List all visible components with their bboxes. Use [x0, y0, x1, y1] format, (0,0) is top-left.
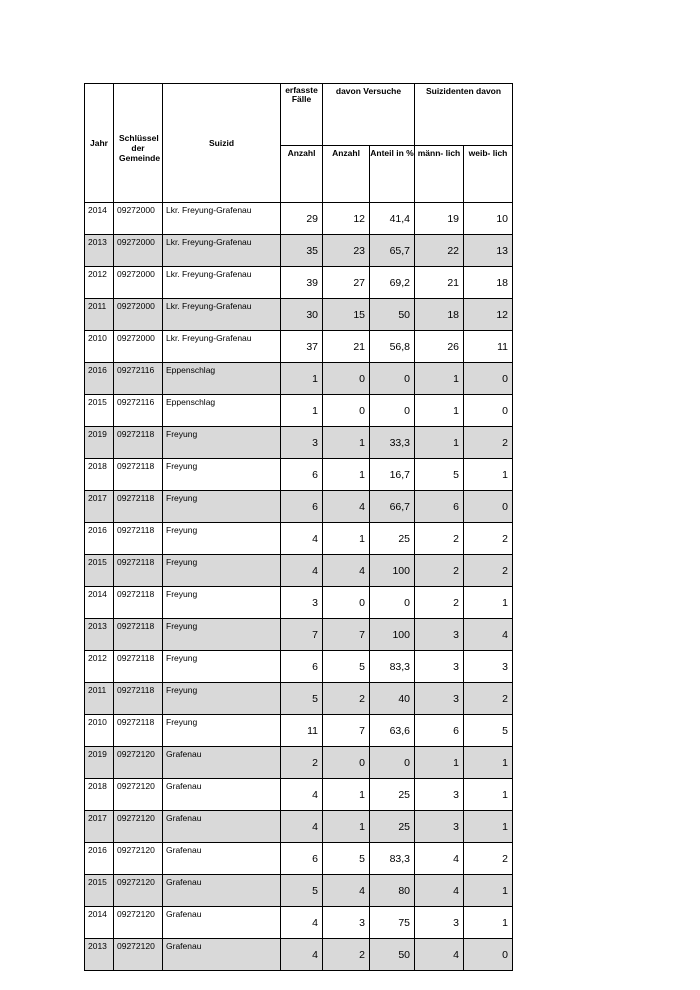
cell-anteil: 25: [370, 779, 415, 811]
cell-weiblich: 1: [464, 875, 513, 907]
cell-gemeinde: Freyung: [163, 619, 281, 651]
cell-gemeinde: Grafenau: [163, 907, 281, 939]
cell-versuche-anzahl: 21: [323, 331, 370, 363]
cell-maennlich: 1: [415, 427, 464, 459]
cell-faelle-anzahl: 6: [281, 459, 323, 491]
header-davon: [323, 84, 415, 146]
table-row: [85, 747, 513, 779]
cell-faelle-anzahl: 7: [281, 619, 323, 651]
table-row: [85, 939, 513, 971]
cell-weiblich: 18: [464, 267, 513, 299]
header-suizidenten-label: Suizidenten: [425, 86, 474, 96]
cell-maennlich: 26: [415, 331, 464, 363]
header-erfasste-faelle: [281, 84, 323, 146]
cell-maennlich: 5: [415, 459, 464, 491]
cell-faelle-anzahl: 30: [281, 299, 323, 331]
table-row: [85, 491, 513, 523]
cell-anteil: 75: [370, 907, 415, 939]
table-row: [85, 779, 513, 811]
cell-schluessel: 09272118: [114, 459, 163, 491]
cell-schluessel: 09272118: [114, 715, 163, 747]
cell-anteil: 63,6: [370, 715, 415, 747]
table-row: [85, 811, 513, 843]
cell-anteil: 100: [370, 555, 415, 587]
table-row: [85, 427, 513, 459]
header-suizid: Suizid: [163, 84, 281, 203]
cell-maennlich: 3: [415, 811, 464, 843]
table-row: [85, 555, 513, 587]
table-row: [85, 875, 513, 907]
cell-maennlich: 1: [415, 363, 464, 395]
header-suizidenten: [415, 84, 513, 146]
cell-schluessel: 09272120: [114, 875, 163, 907]
cell-weiblich: 1: [464, 459, 513, 491]
cell-jahr: 2015: [85, 875, 114, 907]
cell-jahr: 2017: [85, 491, 114, 523]
cell-jahr: 2016: [85, 363, 114, 395]
cell-jahr: 2011: [85, 683, 114, 715]
cell-schluessel: 09272120: [114, 779, 163, 811]
cell-maennlich: 21: [415, 267, 464, 299]
cell-weiblich: 1: [464, 747, 513, 779]
cell-gemeinde: Eppenschlag: [163, 363, 281, 395]
cell-faelle-anzahl: 1: [281, 395, 323, 427]
cell-schluessel: 09272000: [114, 299, 163, 331]
cell-gemeinde: Lkr. Freyung-Grafenau: [163, 331, 281, 363]
header-anteil: [370, 146, 415, 203]
cell-maennlich: 3: [415, 619, 464, 651]
table-row: [85, 459, 513, 491]
cell-jahr: 2014: [85, 587, 114, 619]
cell-jahr: 2013: [85, 939, 114, 971]
cell-maennlich: 4: [415, 875, 464, 907]
cell-weiblich: 1: [464, 587, 513, 619]
cell-maennlich: 18: [415, 299, 464, 331]
cell-gemeinde: Eppenschlag: [163, 395, 281, 427]
cell-jahr: 2014: [85, 907, 114, 939]
cell-schluessel: 09272116: [114, 395, 163, 427]
cell-versuche-anzahl: 1: [323, 459, 370, 491]
cell-weiblich: 12: [464, 299, 513, 331]
cell-gemeinde: Grafenau: [163, 747, 281, 779]
cell-maennlich: 3: [415, 907, 464, 939]
cell-schluessel: 09272118: [114, 619, 163, 651]
cell-faelle-anzahl: 6: [281, 491, 323, 523]
cell-anteil: 16,7: [370, 459, 415, 491]
cell-schluessel: 09272000: [114, 235, 163, 267]
cell-faelle-anzahl: 6: [281, 843, 323, 875]
header-anzahl-faelle: Anzahl: [281, 146, 323, 203]
cell-jahr: 2013: [85, 619, 114, 651]
cell-schluessel: 09272118: [114, 683, 163, 715]
cell-maennlich: 3: [415, 683, 464, 715]
cell-anteil: 0: [370, 395, 415, 427]
cell-weiblich: 11: [464, 331, 513, 363]
cell-anteil: 100: [370, 619, 415, 651]
cell-maennlich: 6: [415, 491, 464, 523]
cell-anteil: 66,7: [370, 491, 415, 523]
table-row: [85, 587, 513, 619]
cell-faelle-anzahl: 39: [281, 267, 323, 299]
cell-weiblich: 2: [464, 843, 513, 875]
cell-anteil: 0: [370, 747, 415, 779]
cell-versuche-anzahl: 23: [323, 235, 370, 267]
cell-gemeinde: Grafenau: [163, 875, 281, 907]
table-row: [85, 363, 513, 395]
cell-jahr: 2013: [85, 235, 114, 267]
cell-schluessel: 09272120: [114, 843, 163, 875]
cell-anteil: 83,3: [370, 651, 415, 683]
cell-gemeinde: Grafenau: [163, 843, 281, 875]
cell-weiblich: 1: [464, 779, 513, 811]
cell-schluessel: 09272000: [114, 331, 163, 363]
cell-gemeinde: Lkr. Freyung-Grafenau: [163, 235, 281, 267]
cell-anteil: 33,3: [370, 427, 415, 459]
cell-versuche-anzahl: 12: [323, 203, 370, 235]
cell-gemeinde: Freyung: [163, 555, 281, 587]
cell-maennlich: 1: [415, 747, 464, 779]
cell-faelle-anzahl: 37: [281, 331, 323, 363]
cell-weiblich: 4: [464, 619, 513, 651]
cell-schluessel: 09272118: [114, 491, 163, 523]
cell-anteil: 65,7: [370, 235, 415, 267]
table-row: [85, 651, 513, 683]
cell-versuche-anzahl: 4: [323, 555, 370, 587]
cell-versuche-anzahl: 7: [323, 619, 370, 651]
cell-weiblich: 0: [464, 491, 513, 523]
header-jahr: Jahr: [85, 84, 114, 203]
cell-gemeinde: Freyung: [163, 523, 281, 555]
cell-jahr: 2014: [85, 203, 114, 235]
cell-anteil: 41,4: [370, 203, 415, 235]
cell-versuche-anzahl: 0: [323, 747, 370, 779]
header-schluessel: [114, 84, 163, 203]
cell-anteil: 40: [370, 683, 415, 715]
cell-jahr: 2016: [85, 843, 114, 875]
cell-jahr: 2010: [85, 331, 114, 363]
cell-weiblich: 2: [464, 555, 513, 587]
cell-jahr: 2012: [85, 651, 114, 683]
table-row: [85, 843, 513, 875]
cell-gemeinde: Freyung: [163, 715, 281, 747]
cell-weiblich: 5: [464, 715, 513, 747]
cell-versuche-anzahl: 7: [323, 715, 370, 747]
cell-faelle-anzahl: 3: [281, 427, 323, 459]
cell-maennlich: 22: [415, 235, 464, 267]
cell-weiblich: 0: [464, 939, 513, 971]
header-versuche-label: Versuche: [363, 86, 402, 96]
cell-anteil: 25: [370, 811, 415, 843]
cell-versuche-anzahl: 0: [323, 363, 370, 395]
cell-faelle-anzahl: 4: [281, 811, 323, 843]
cell-faelle-anzahl: 4: [281, 939, 323, 971]
table-row: [85, 715, 513, 747]
cell-versuche-anzahl: 5: [323, 843, 370, 875]
cell-jahr: 2019: [85, 747, 114, 779]
cell-weiblich: 2: [464, 523, 513, 555]
cell-versuche-anzahl: 2: [323, 683, 370, 715]
cell-weiblich: 0: [464, 363, 513, 395]
cell-faelle-anzahl: 6: [281, 651, 323, 683]
cell-versuche-anzahl: 0: [323, 395, 370, 427]
cell-weiblich: 10: [464, 203, 513, 235]
header-erfasste-faelle-label: erfasste Fälle: [285, 85, 318, 104]
cell-anteil: 69,2: [370, 267, 415, 299]
cell-maennlich: 3: [415, 651, 464, 683]
cell-versuche-anzahl: 4: [323, 875, 370, 907]
cell-gemeinde: Grafenau: [163, 939, 281, 971]
table-row: [85, 395, 513, 427]
cell-versuche-anzahl: 1: [323, 779, 370, 811]
cell-versuche-anzahl: 27: [323, 267, 370, 299]
cell-weiblich: 2: [464, 427, 513, 459]
header-davon-label: davon: [335, 86, 361, 96]
cell-maennlich: 2: [415, 555, 464, 587]
cell-schluessel: 09272118: [114, 555, 163, 587]
header-suizidenten-davon-label: davon: [476, 86, 502, 96]
cell-schluessel: 09272000: [114, 203, 163, 235]
cell-faelle-anzahl: 5: [281, 875, 323, 907]
header-anzahl-versuche: Anzahl: [323, 146, 370, 203]
header-weib-label: weib-: [468, 148, 491, 158]
cell-schluessel: 09272118: [114, 587, 163, 619]
cell-anteil: 0: [370, 587, 415, 619]
cell-jahr: 2015: [85, 395, 114, 427]
cell-jahr: 2017: [85, 811, 114, 843]
cell-versuche-anzahl: 15: [323, 299, 370, 331]
cell-maennlich: 6: [415, 715, 464, 747]
cell-gemeinde: Lkr. Freyung-Grafenau: [163, 299, 281, 331]
cell-gemeinde: Freyung: [163, 587, 281, 619]
header-weiblich: [464, 146, 513, 203]
cell-schluessel: 09272120: [114, 907, 163, 939]
cell-weiblich: 2: [464, 683, 513, 715]
cell-maennlich: 4: [415, 843, 464, 875]
cell-schluessel: 09272118: [114, 651, 163, 683]
cell-weiblich: 13: [464, 235, 513, 267]
cell-gemeinde: Freyung: [163, 459, 281, 491]
cell-weiblich: 1: [464, 811, 513, 843]
cell-faelle-anzahl: 29: [281, 203, 323, 235]
table-row: [85, 299, 513, 331]
cell-schluessel: 09272120: [114, 939, 163, 971]
cell-schluessel: 09272120: [114, 747, 163, 779]
table-body: [85, 203, 513, 971]
cell-anteil: 0: [370, 363, 415, 395]
cell-maennlich: 1: [415, 395, 464, 427]
table-row: [85, 523, 513, 555]
cell-versuche-anzahl: 1: [323, 811, 370, 843]
cell-versuche-anzahl: 4: [323, 491, 370, 523]
cell-jahr: 2019: [85, 427, 114, 459]
cell-faelle-anzahl: 2: [281, 747, 323, 779]
cell-anteil: 50: [370, 939, 415, 971]
cell-weiblich: 3: [464, 651, 513, 683]
header-lich-label-1: lich: [445, 148, 461, 158]
table-row: [85, 907, 513, 939]
cell-gemeinde: Lkr. Freyung-Grafenau: [163, 267, 281, 299]
cell-gemeinde: Freyung: [163, 683, 281, 715]
cell-faelle-anzahl: 11: [281, 715, 323, 747]
cell-schluessel: 09272000: [114, 267, 163, 299]
cell-versuche-anzahl: 3: [323, 907, 370, 939]
cell-weiblich: 0: [464, 395, 513, 427]
cell-maennlich: 2: [415, 587, 464, 619]
cell-faelle-anzahl: 4: [281, 907, 323, 939]
cell-faelle-anzahl: 3: [281, 587, 323, 619]
cell-faelle-anzahl: 35: [281, 235, 323, 267]
header-in-pct-label: in %: [396, 148, 414, 158]
cell-maennlich: 2: [415, 523, 464, 555]
header-lich-label-2: lich: [492, 148, 508, 158]
cell-versuche-anzahl: 2: [323, 939, 370, 971]
table-row: [85, 683, 513, 715]
cell-jahr: 2018: [85, 779, 114, 811]
cell-jahr: 2018: [85, 459, 114, 491]
cell-versuche-anzahl: 5: [323, 651, 370, 683]
cell-gemeinde: Grafenau: [163, 779, 281, 811]
header-anteil-label: Anteil: [370, 148, 394, 158]
cell-faelle-anzahl: 5: [281, 683, 323, 715]
cell-schluessel: 09272116: [114, 363, 163, 395]
cell-gemeinde: Freyung: [163, 491, 281, 523]
cell-jahr: 2015: [85, 555, 114, 587]
cell-schluessel: 09272118: [114, 427, 163, 459]
cell-jahr: 2011: [85, 299, 114, 331]
suizid-table: [84, 83, 513, 971]
table-row: [85, 235, 513, 267]
header-maenn-label: männ-: [417, 148, 444, 158]
cell-weiblich: 1: [464, 907, 513, 939]
table-row: [85, 331, 513, 363]
cell-anteil: 56,8: [370, 331, 415, 363]
cell-jahr: 2010: [85, 715, 114, 747]
cell-anteil: 80: [370, 875, 415, 907]
cell-faelle-anzahl: 4: [281, 555, 323, 587]
cell-gemeinde: Grafenau: [163, 811, 281, 843]
cell-versuche-anzahl: 0: [323, 587, 370, 619]
cell-maennlich: 19: [415, 203, 464, 235]
cell-anteil: 50: [370, 299, 415, 331]
cell-maennlich: 4: [415, 939, 464, 971]
cell-faelle-anzahl: 4: [281, 523, 323, 555]
cell-faelle-anzahl: 1: [281, 363, 323, 395]
cell-versuche-anzahl: 1: [323, 427, 370, 459]
table-row: [85, 267, 513, 299]
cell-versuche-anzahl: 1: [323, 523, 370, 555]
cell-anteil: 25: [370, 523, 415, 555]
cell-jahr: 2016: [85, 523, 114, 555]
cell-gemeinde: Freyung: [163, 427, 281, 459]
cell-gemeinde: Freyung: [163, 651, 281, 683]
cell-maennlich: 3: [415, 779, 464, 811]
header-schluessel-label: Schlüssel der Gemeinde: [119, 133, 161, 163]
header-maennlich: [415, 146, 464, 203]
table-row: [85, 203, 513, 235]
table-row: [85, 619, 513, 651]
cell-faelle-anzahl: 4: [281, 779, 323, 811]
cell-anteil: 83,3: [370, 843, 415, 875]
cell-jahr: 2012: [85, 267, 114, 299]
cell-schluessel: 09272120: [114, 811, 163, 843]
cell-gemeinde: Lkr. Freyung-Grafenau: [163, 203, 281, 235]
cell-schluessel: 09272118: [114, 523, 163, 555]
